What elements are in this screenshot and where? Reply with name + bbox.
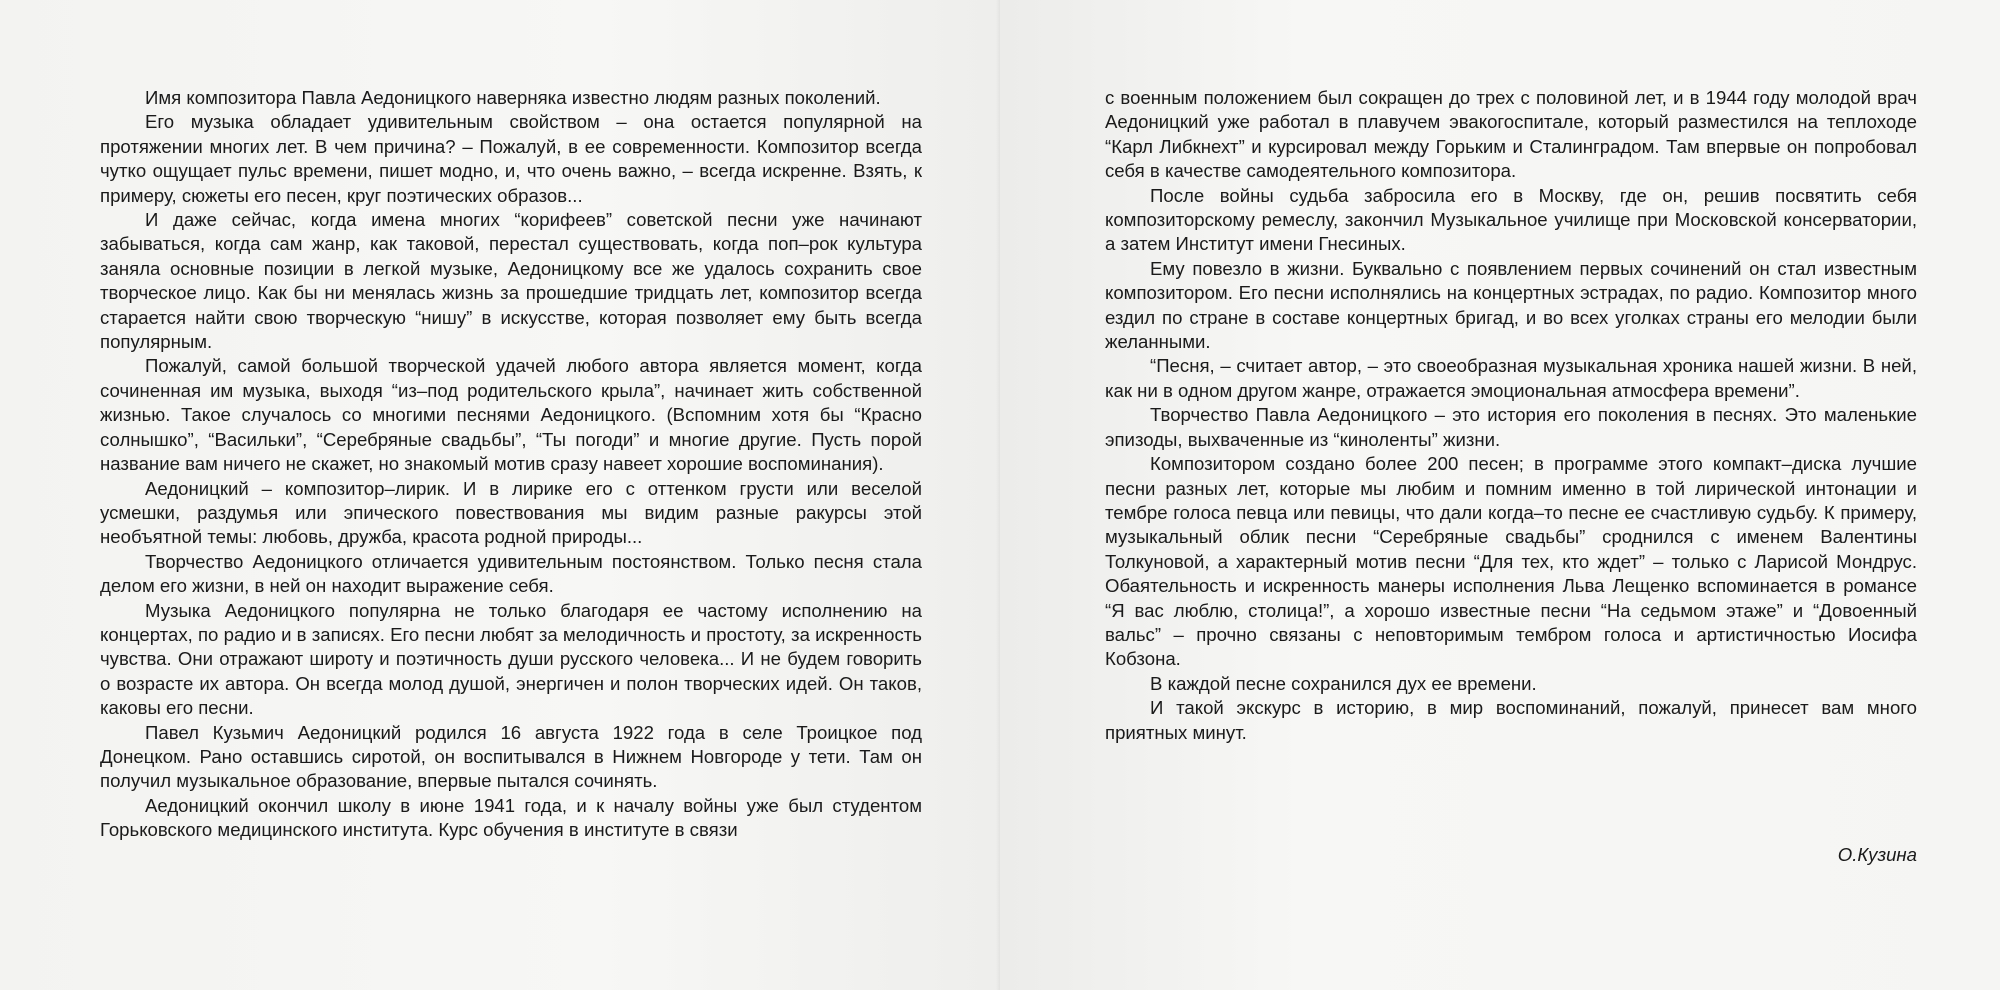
paragraph: Пожалуй, самой большой творческой удачей любого автора является момент, когда сочиненная им музыка, выходя “из–под родительского крыла”, начинает жить собственной жизнью. Такое случалось со многими песнями Аедоницкого. (Вспомним хотя бы “Красно солнышко”, “Васильки”, “Серебряные свадьбы”, “Ты погоди” и многие другие. Пусть порой название вам ничего не скажет, но знакомый мотив сразу навеет хорошие воспоминания). bbox=[100, 355, 922, 475]
paragraph: Ему повезло в жизни. Буквально с появлением первых сочинений он стал известным композитором. Его песни исполнялись на концертных эстрадах, по радио. Композитор много ездил по стране в составе концертных бригад, и во всех уголках страны его мелодии были желанными. bbox=[1105, 257, 1917, 353]
paragraph: И даже сейчас, когда имена многих “корифеев” советской песни уже начинают забываться, когда сам жанр, как таковой, перестал существовать, когда поп–рок культура заняла основные позиции в легкой музыке, Аедоницкому все же удалось сохранить свое творческое лицо. Как бы ни менялась жизнь за прошедшие тридцать лет, композитор всегда старается найти свою творческую “нишу” в искусстве, которая позволяет ему быть всегда популярным. bbox=[100, 209, 922, 353]
left-page-text bbox=[100, 86, 922, 843]
paragraph: Творчество Аедоницкого отличается удивительным постоянством. Только песня стала делом его жизни, в ней он находит выражение себя. bbox=[100, 550, 922, 597]
paragraph: Имя композитора Павла Аедоницкого наверняка известно людям разных поколений. bbox=[145, 87, 881, 108]
paragraph: Творчество Павла Аедоницкого – это история его поколения в песнях. Это маленькие эпизоды, выхваченные из “киноленты” жизни. bbox=[1105, 404, 1917, 450]
paragraph: “Песня, – считает автор, – это своеобразная музыкальная хроника нашей жизни. В ней, как ни в одном другом жанре, отражается эмоциональная атмосфера времени”. bbox=[1105, 355, 1917, 401]
right-page-text bbox=[1105, 86, 1917, 745]
author-signature: О.Кузина bbox=[1837, 844, 1917, 865]
paragraph: Его музыка обладает удивительным свойством – она остается популярной на протяжении многих лет. В чем причина? – Пожалуй, в ее современности. Композитор всегда чутко ощущает пульс времени, пишет модно, и, что очень важно, – всегда искренне. Взять, к примеру, сюжеты его песен, круг поэтических образов... bbox=[100, 111, 922, 206]
paragraph-continued: с военным положением был сокращен до трех с половиной лет, и в 1944 году молодой врач Аедоницкий уже работал в плавучем эвакогоспитале, который разместился на теплоходе “Карл Либкнехт” и курсировал между Горьким и Сталинградом. Там впервые он попробовал себя в качестве самодеятельного композитора. bbox=[1105, 87, 1917, 182]
paragraph: Композитором создано более 200 песен; в программе этого компакт–диска лучшие песни разных лет, которые мы любим и помним именно в той лирической интонации и тембре голоса певца или певицы, что дали когда–то песне ее счастливую судьбу. К примеру, музыкальный облик песни “Серебряные свадьбы” сроднился с именем Валентины Толкуновой, а характерный мотив песни “Для тех, кто ждет” – только с Ларисой Мондрус. Обаятельность и искренность манеры исполнения Льва Лещенко вспоминается в романсе “Я вас люблю, столица!”, а хорошо известные песни “На седьмом этаже” и “Довоенный вальс” – прочно связаны с неповторимым тембром голоса и артистичностью Иосифа Кобзона. bbox=[1105, 453, 1917, 670]
paragraph: И такой экскурс в историю, в мир воспоминаний, пожалуй, принесет вам много приятных минут. bbox=[1105, 697, 1917, 743]
paragraph: Музыка Аедоницкого популярна не только благодаря ее частому исполнению на концертах, по радио и в записях. Его песни любят за мелодичность и простоту, за искренность чувства. Они отражают широту и поэтичность души русского человека... И не будем говорить о возрасте их автора. Он всегда молод душой, энергичен и полон творческих идей. Он таков, каковы его песни. bbox=[100, 599, 922, 719]
right-page bbox=[1000, 0, 2000, 990]
paragraph: Аедоницкий – композитор–лирик. И в лирике его с оттенком грусти или веселой усмешки, раздумья или эпического повествования мы видим разные ракурсы этой необъятной темы: любовь, дружба, красота родной природы... bbox=[100, 477, 922, 548]
paragraph: В каждой песне сохранился дух ее времени. bbox=[1150, 672, 1537, 694]
paragraph: Павел Кузьмич Аедоницкий родился 16 августа 1922 года в селе Троицкое под Донецком. Рано оставшись сиротой, он воспитывался в Нижнем Новгороде у тети. Там он получил музыкальное образование, впервые пытался сочинять. bbox=[100, 721, 922, 792]
paragraph: После войны судьба забросила его в Москву, где он, решив посвятить себя композиторскому ремеслу, закончил Музыкальное училище при Московской консерватории, а затем Институт имени Гнесиных. bbox=[1105, 184, 1917, 255]
paragraph: Аедоницкий окончил школу в июне 1941 года, и к началу войны уже был студентом Горьковского медицинского института. Курс обучения в институте в связи bbox=[100, 794, 922, 841]
